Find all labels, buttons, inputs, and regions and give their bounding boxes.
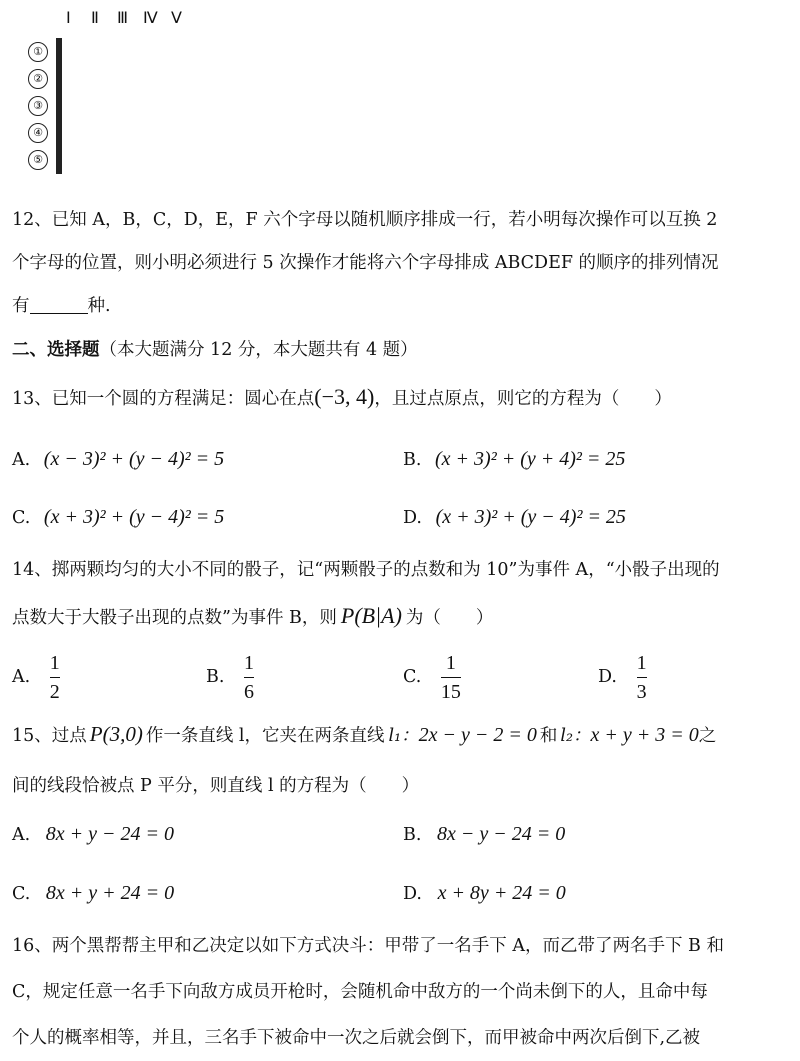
q12-line3-post: 种.	[87, 296, 111, 316]
q14-option-a	[12, 652, 60, 703]
q15-eq2: x + y + 3 = 0	[590, 724, 699, 746]
option-expr: (x + 3)² + (y + 4)² = 25	[435, 448, 626, 470]
q15-option-d	[403, 881, 566, 906]
q13-option-a	[12, 447, 224, 472]
q12-line3	[12, 294, 111, 318]
q13-option-b	[403, 447, 625, 472]
grid-col-header: Ⅳ	[143, 10, 158, 27]
fraction-den: 2	[49, 681, 60, 703]
q13-option-c	[12, 505, 224, 530]
grid-col-header: Ⅲ	[117, 10, 129, 27]
q12-line2: 个字母的位置，则小明必须进行 5 次操作才能将六个字母排成 ABCDEF 的顺序的排列情况	[12, 253, 719, 273]
fraction	[244, 652, 254, 703]
fraction	[441, 652, 461, 703]
section-note: （本大题满分 12 分，本大题共有 4 题）	[99, 340, 418, 360]
answer-blank	[30, 295, 88, 314]
fraction-num: 1	[49, 652, 60, 674]
q13-stem-pre: 13、已知一个圆的方程满足：圆心在点	[12, 389, 315, 409]
q14-line2-post: 为（ ）	[405, 608, 494, 628]
q15-line1-a: 15、过点	[12, 726, 87, 746]
fraction-den: 15	[440, 681, 461, 703]
grid-table	[56, 38, 62, 174]
fraction	[50, 652, 60, 703]
grid-row-header: ②	[28, 69, 48, 89]
q16-line2: C，规定任意一名手下向敌方成员开枪时，会随机命中敌方的一个尚未倒下的人，且命中每	[12, 982, 708, 1002]
fraction	[637, 652, 647, 703]
option-expr: 8x + y − 24 = 0	[45, 823, 175, 845]
q14-line2-pre: 点数大于大骰子出现的点数”为事件 B，则	[12, 608, 337, 628]
option-expr: (x − 3)² + (y − 4)² = 5	[43, 448, 225, 470]
option-label: A.	[12, 667, 31, 687]
fraction-num: 1	[244, 652, 255, 674]
q15-option-a	[12, 822, 174, 847]
q14-option-d	[598, 652, 647, 703]
grid-row-header: ③	[28, 96, 48, 116]
q15-option-c	[12, 881, 174, 906]
grid-row-header: ⑤	[28, 150, 48, 170]
q14-option-b	[206, 652, 254, 703]
q14-line2	[12, 604, 493, 630]
fraction-num: 1	[636, 652, 647, 674]
option-label: C.	[12, 884, 31, 904]
option-expr: 8x − y − 24 = 0	[437, 823, 566, 845]
q14-option-c	[403, 652, 461, 703]
option-label: A.	[12, 450, 31, 470]
q12-line1: 12、已知 A，B，C，D，E，F 六个字母以随机顺序排成一行，若小明每次操作可以互换 2	[12, 210, 718, 230]
grid-col-header: Ⅰ	[66, 10, 71, 27]
grid-row-header: ①	[28, 42, 48, 62]
fraction-num: 1	[445, 652, 456, 674]
section-title: 二、选择题	[12, 340, 100, 360]
q14-prob: P(B|A)	[340, 603, 402, 628]
fraction-den: 3	[636, 681, 647, 703]
option-expr: 8x + y + 24 = 0	[45, 882, 175, 904]
q15-eq1: 2x − y − 2 = 0	[418, 724, 537, 746]
option-label: D.	[598, 667, 617, 687]
q15-line1-end: 之	[698, 726, 717, 746]
q15-line2: 间的线段恰被点 P 平分，则直线 l 的方程为（ ）	[12, 776, 420, 796]
option-expr: x + 8y + 24 = 0	[437, 882, 566, 904]
q15-l2: l₂：	[560, 726, 591, 746]
q13-option-d	[403, 505, 626, 530]
q15-option-b	[403, 822, 565, 847]
option-label: D.	[403, 884, 422, 904]
option-label: C.	[403, 667, 422, 687]
q13-stem-post: ，且过点原点，则它的方程为（ ）	[374, 389, 672, 409]
q15-line1	[12, 722, 716, 748]
option-label: D.	[403, 508, 422, 528]
q14-line1: 14、掷两颗均匀的大小不同的骰子，记“两颗骰子的点数和为 10”为事件 A，“小骰子出现的	[12, 560, 720, 580]
q13-stem	[12, 385, 672, 411]
option-label: A.	[12, 825, 31, 845]
option-label: B.	[206, 667, 225, 687]
q16-line1: 16、两个黑帮帮主甲和乙决定以如下方式决斗：甲带了一名手下 A，而乙带了两名手下 B 和	[12, 936, 724, 956]
grid-row-header: ④	[28, 123, 48, 143]
q12-line3-pre: 有	[12, 296, 30, 316]
option-label: B.	[403, 825, 422, 845]
q15-l1: l₁：	[388, 726, 419, 746]
q15-line1-b: 作一条直线 l，它夹在两条直线	[145, 726, 385, 746]
q15-point: P(3,0)	[89, 722, 143, 746]
q16-line3: 个人的概率相等，并且，三名手下被命中一次之后就会倒下，而甲被命中两次后倒下,乙被	[12, 1028, 701, 1048]
fraction-den: 6	[244, 681, 255, 703]
option-expr: (x + 3)² + (y − 4)² = 5	[43, 506, 225, 528]
option-label: B.	[403, 450, 422, 470]
option-expr: (x + 3)² + (y − 4)² = 25	[435, 506, 626, 528]
section-heading	[12, 338, 418, 362]
grid-col-header: Ⅴ	[171, 10, 182, 27]
q13-point: (−3, 4)	[314, 384, 375, 409]
option-label: C.	[12, 508, 31, 528]
grid-col-header: Ⅱ	[91, 10, 99, 27]
q15-and: 和	[539, 726, 558, 746]
